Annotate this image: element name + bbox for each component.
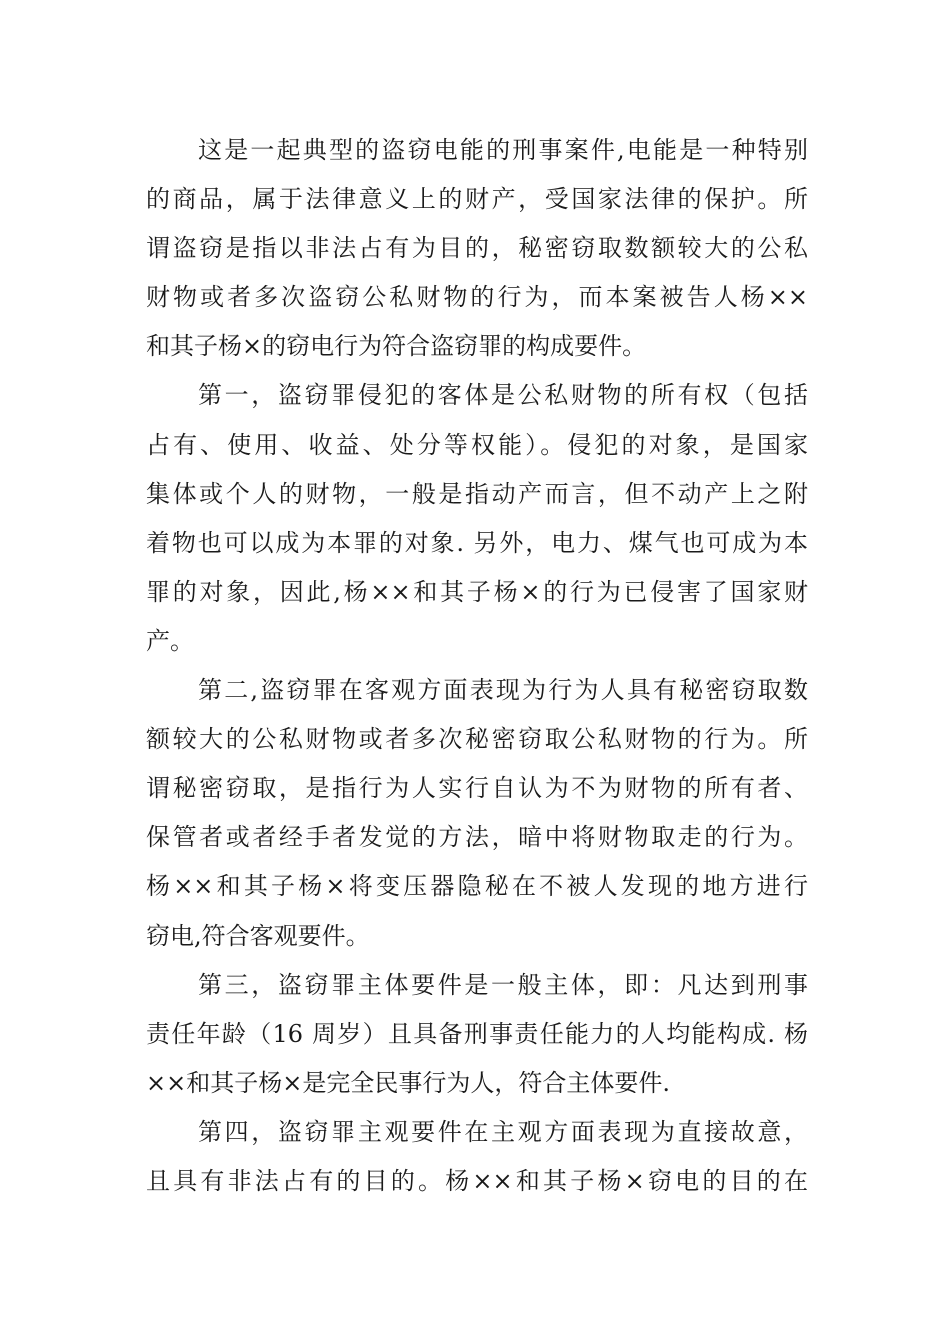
text-line: 产。 (146, 626, 194, 655)
text-line: 第一，盗窃罪侵犯的客体是公私财物的所有权（包括 (198, 381, 808, 410)
text-line: 杨××和其子杨×将变压器隐秘在不被人发现的地方进行 (146, 872, 808, 901)
text-line: 和其子杨×的窃电行为符合盗窃罪的构成要件。 (146, 332, 647, 361)
paragraph-4 (146, 961, 808, 1108)
text-line: 财物或者多次盗窃公私财物的行为，而本案被告人杨×× (146, 283, 808, 312)
text-line: 谓盗窃是指以非法占有为目的，秘密窃取数额较大的公私 (146, 234, 808, 263)
paragraph-2 (146, 371, 808, 666)
text-line: ××和其子杨×是完全民事行为人，符合主体要件. (146, 1068, 670, 1097)
text-line: 的商品，属于法律意义上的财产，受国家法律的保护。所 (146, 185, 808, 214)
paragraph-3 (146, 666, 808, 961)
text-line: 第四，盗窃罪主观要件在主观方面表现为直接故意， (198, 1117, 808, 1146)
document-body (146, 126, 808, 1206)
text-line: 着物也可以成为本罪的对象. 另外，电力、煤气也可成为本 (146, 528, 808, 557)
text-line: 额较大的公私财物或者多次秘密窃取公私财物的行为。所 (146, 725, 808, 754)
text-line: 这是一起典型的盗窃电能的刑事案件,电能是一种特别 (198, 136, 808, 164)
text-line: 第二,盗窃罪在客观方面表现为行为人具有秘密窃取数 (198, 676, 808, 705)
text-line: 谓秘密窃取，是指行为人实行自认为不为财物的所有者、 (146, 774, 808, 803)
text-line: 保管者或者经手者发觉的方法，暗中将财物取走的行为。 (146, 823, 808, 852)
paragraph-5 (146, 1108, 808, 1206)
text-line: 窃电,符合客观要件。 (146, 921, 370, 950)
text-line: 占有、使用、收益、处分等权能）。侵犯的对象，是国家 (146, 430, 808, 459)
text-line: 罪的对象，因此,杨××和其子杨×的行为已侵害了国家财 (146, 577, 808, 606)
text-line: 集体或个人的财物，一般是指动产而言，但不动产上之附 (146, 479, 808, 508)
text-line: 第三，盗窃罪主体要件是一般主体，即：凡达到刑事 (198, 970, 808, 999)
paragraph-1 (146, 126, 808, 371)
text-line: 责任年龄（16 周岁）且具备刑事责任能力的人均能构成. 杨 (146, 1019, 808, 1048)
text-line: 且具有非法占有的目的。杨××和其子杨×窃电的目的在 (146, 1166, 808, 1195)
